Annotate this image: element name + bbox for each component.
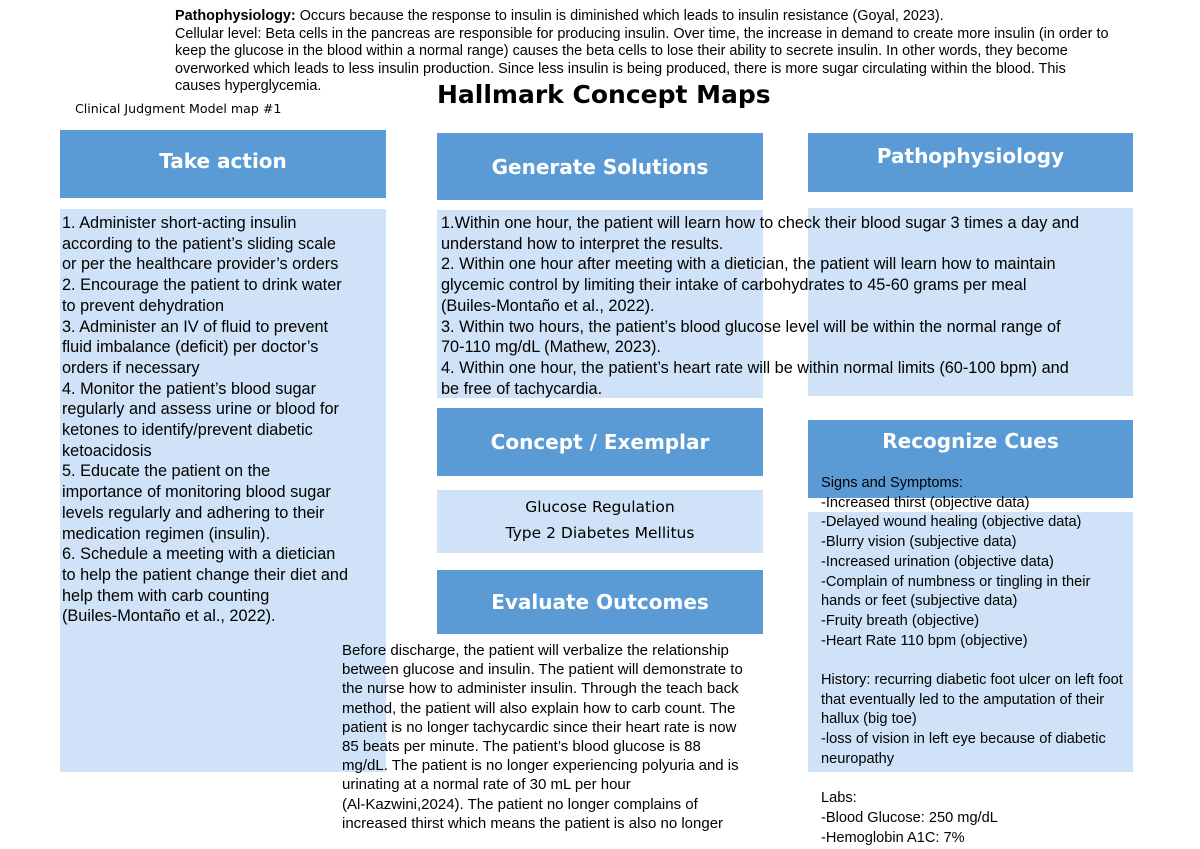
evaluate-line: between glucose and insulin. The patient will demonstrate to	[342, 661, 743, 679]
recognize-line: -Hemoglobin A1C: 7%	[821, 829, 965, 846]
take-action-line: 2. Encourage the patient to drink water	[62, 276, 342, 295]
take-action-line: to help the patient change their diet and	[62, 565, 349, 584]
concept-line: Glucose Regulation	[525, 498, 675, 516]
recognize-line: hands or feet (subjective data)	[821, 593, 1018, 610]
evaluate-outcomes-text	[342, 641, 743, 833]
recognize-line: -Blood Glucose: 250 mg/dL	[821, 809, 998, 826]
pathophysiology-header	[808, 133, 1133, 192]
recognize-line: History: recurring diabetic foot ulcer on left foot	[821, 672, 1123, 689]
take-action-line: ketones to identify/prevent diabetic	[62, 421, 313, 440]
recognize-cues-title: Recognize Cues	[882, 429, 1059, 453]
take-action-line: according to the patient’s sliding scale	[62, 234, 336, 253]
recognize-line: neuropathy	[821, 750, 895, 767]
generate-solutions-line: 2. Within one hour after meeting with a dietician, the patient will learn how to maintain	[441, 255, 1056, 274]
take-action-line: fluid imbalance (deficit) per doctor’s	[62, 338, 319, 357]
evaluate-line: urinating at a normal rate of 30 mL per hour	[342, 776, 631, 794]
recognize-line: -loss of vision in left eye because of diabetic	[821, 731, 1106, 748]
concept-text	[437, 494, 763, 546]
recognize-line: Signs and Symptoms:	[821, 475, 963, 491]
recognize-line	[821, 651, 1123, 671]
generate-solutions-line: understand how to interpret the results.	[441, 234, 724, 253]
pathophysiology-title: Pathophysiology	[876, 144, 1065, 168]
take-action-line: levels regularly and adhering to their	[62, 503, 325, 522]
take-action-line: 5. Educate the patient on the	[62, 462, 271, 481]
take-action-line: 3. Administer an IV of fluid to prevent	[62, 317, 329, 336]
note-line: overworked which leads to less insulin production. Since less insulin is being produced, there is more sugar circulating within the blood. This	[175, 60, 1066, 77]
take-action-line: regularly and assess urine or blood for	[62, 400, 339, 419]
take-action-line: to prevent dehydration	[62, 296, 225, 315]
note-line: causes hyperglycemia.	[175, 78, 322, 95]
take-action-text	[62, 213, 348, 627]
take-action-line: importance of monitoring blood sugar	[62, 483, 331, 502]
note-line: keep the glucose in the blood within a normal range) causes the beta cells to lose their ability to secrete insulin. In other words, they become	[175, 43, 1068, 60]
generate-solutions-text	[441, 213, 1079, 399]
note-label: Pathophysiology:	[175, 8, 296, 24]
generate-solutions-title: Generate Solutions	[491, 154, 709, 179]
generate-solutions-line: 3. Within two hours, the patient’s blood glucose level will be within the normal range of	[441, 317, 1061, 336]
recognize-line: -Complain of numbness or tingling in their	[821, 573, 1091, 590]
note-line	[175, 8, 1200, 26]
generate-solutions-line: 70-110 mg/dL (Mathew, 2023).	[441, 338, 661, 357]
take-action-header	[60, 130, 386, 198]
evaluate-line: method, the patient will also explain how to carb count. The	[342, 699, 736, 717]
generate-solutions-line: glycemic control by limiting their intake of carbohydrates to 45-60 grams per meal	[441, 276, 1027, 295]
note-line1: Occurs because the response to insulin is diminished which leads to insulin resistance (Goyal, 2023).	[295, 8, 944, 24]
evaluate-line: mg/dL. The patient is no longer experiencing polyuria and is	[342, 757, 739, 775]
generate-solutions-line: 1.Within one hour, the patient will learn how to check their blood sugar 3 times a day and	[441, 214, 1080, 232]
generate-solutions-line: (Builes-Montaño et al., 2022).	[441, 296, 655, 315]
recognize-line: hallux (big toe)	[821, 711, 917, 728]
evaluate-line: (Al-Kazwini,2024). The patient no longer complains of	[342, 795, 698, 813]
evaluate-outcomes-header	[437, 570, 763, 634]
recognize-cues-text	[821, 474, 1123, 848]
page-subtitle: Clinical Judgment Model map #1	[75, 101, 282, 116]
take-action-line: (Builes-Montaño et al., 2022).	[62, 607, 276, 626]
take-action-line: orders if necessary	[62, 358, 200, 377]
recognize-line: Labs:	[821, 790, 857, 807]
concept-line: Type 2 Diabetes Mellitus	[505, 524, 695, 542]
take-action-line: medication regimen (insulin).	[62, 524, 271, 543]
evaluate-line: 85 beats per minute. The patient’s blood glucose is 88	[342, 738, 701, 756]
take-action-line: or per the healthcare provider’s orders	[62, 255, 339, 274]
take-action-title: Take action	[159, 149, 287, 173]
recognize-line: -Blurry vision (subjective data)	[821, 534, 1017, 551]
take-action-line: 1. Administer short-acting insulin	[62, 214, 297, 232]
concept-exemplar-header	[437, 408, 763, 476]
take-action-line: ketoacidosis	[62, 441, 152, 460]
note-line: Cellular level: Beta cells in the pancreas are responsible for producing insulin. Over time, the increase in demand to create more insulin (in order to	[175, 25, 1109, 42]
evaluate-line: increased thirst which means the patient is also no longer	[342, 814, 724, 832]
evaluate-line: the nurse how to administer insulin. Through the teach back	[342, 680, 739, 698]
evaluate-line: patient is no longer tachycardic since their heart rate is now	[342, 718, 737, 736]
evaluate-outcomes-title: Evaluate Outcomes	[491, 590, 709, 614]
recognize-line: -Heart Rate 110 bpm (objective)	[821, 632, 1028, 649]
evaluate-line: Before discharge, the patient will verbalize the relationship	[342, 642, 729, 659]
take-action-line: 4. Monitor the patient’s blood sugar	[62, 379, 317, 398]
generate-solutions-line: be free of tachycardia.	[441, 379, 603, 398]
recognize-line: -Delayed wound healing (objective data)	[821, 514, 1082, 531]
take-action-line: help them with carb counting	[62, 586, 270, 605]
recognize-line	[821, 770, 1123, 790]
recognize-line: that eventually led to the amputation of their	[821, 691, 1105, 708]
recognize-line: -Fruity breath (objective)	[821, 612, 980, 629]
take-action-line: 6. Schedule a meeting with a dietician	[62, 545, 336, 564]
generate-solutions-header	[437, 133, 763, 200]
concept-exemplar-title: Concept / Exemplar	[490, 430, 710, 454]
generate-solutions-line: 4. Within one hour, the patient’s heart rate will be within normal limits (60-100 bpm) and	[441, 358, 1069, 377]
recognize-line: -Increased thirst (objective data)	[821, 494, 1030, 511]
page-title: Hallmark Concept Maps	[437, 80, 771, 109]
recognize-line: -Increased urination (objective data)	[821, 553, 1054, 570]
